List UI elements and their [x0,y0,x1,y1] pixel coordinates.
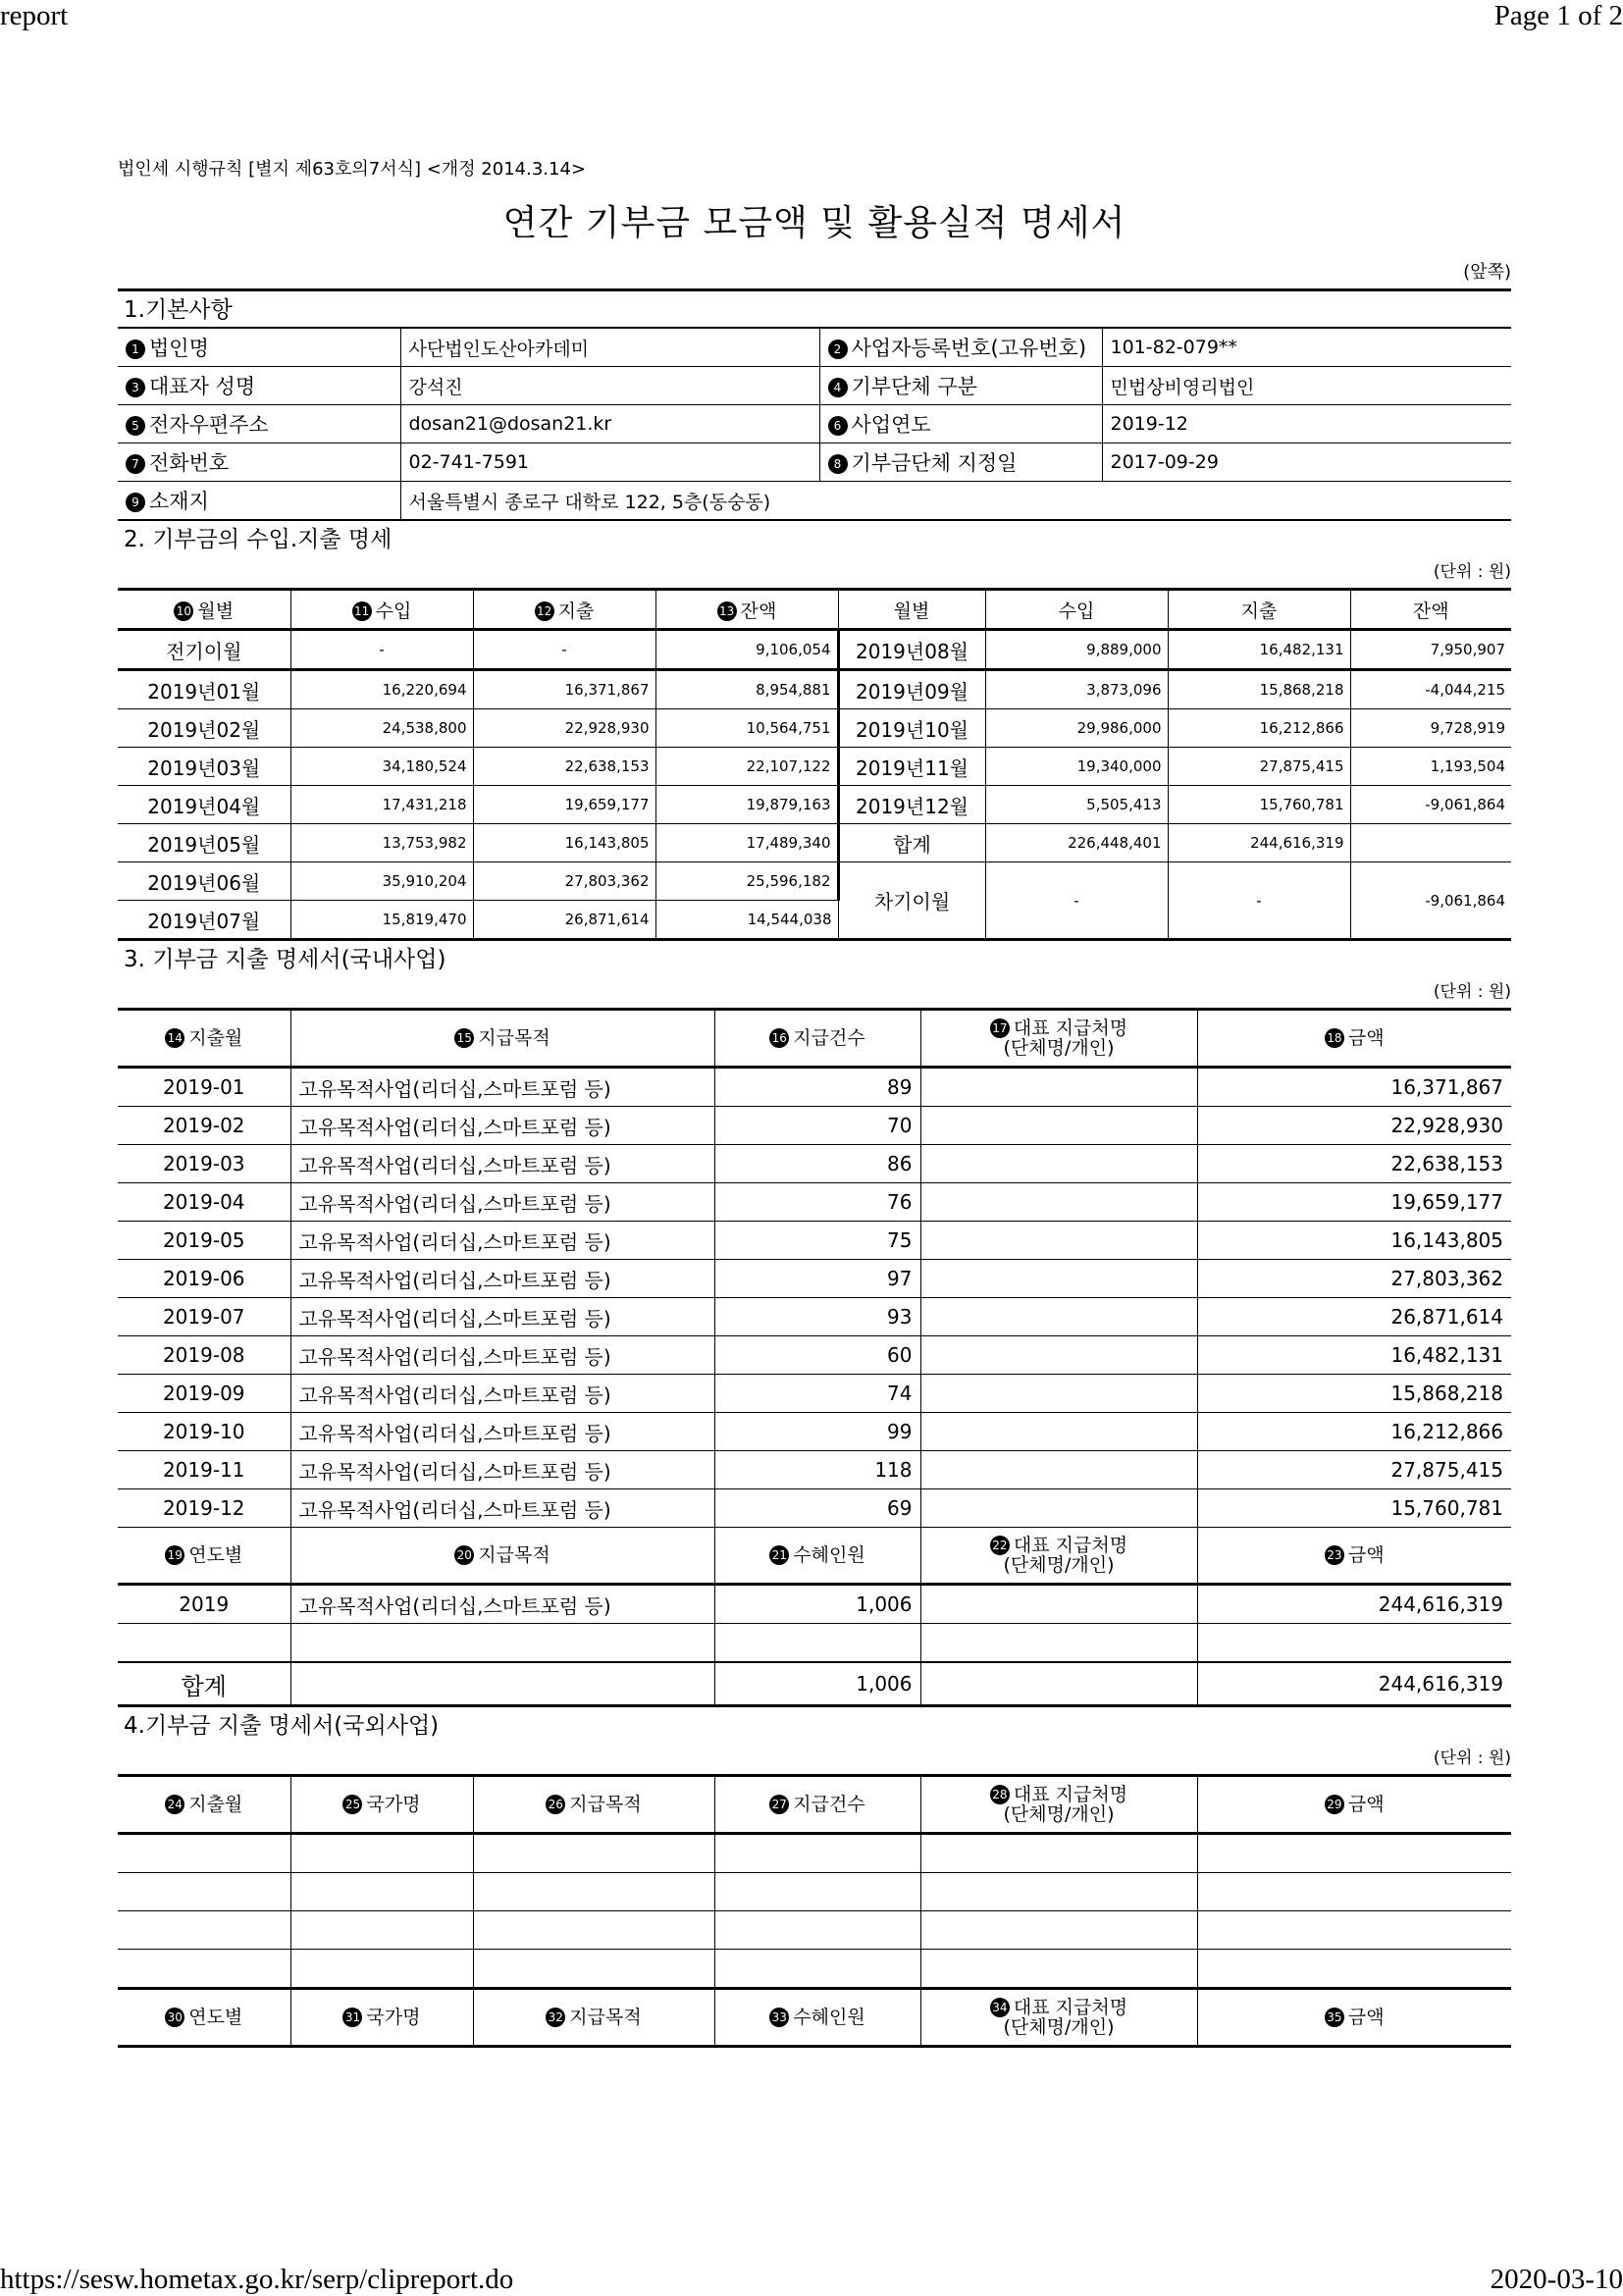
income-cell: 34,180,524 [290,748,473,786]
amount-cell: 15,760,781 [1197,1489,1511,1528]
recipient-cell [920,1585,1197,1624]
beneficiaries-header: 21 수혜인원 [714,1528,920,1585]
unit-label: (단위 : 원) [1433,1748,1511,1768]
purpose-header: 32 지급목적 [473,1989,714,2047]
recipient-cell [920,1260,1197,1298]
month-cell: 2019년06월 [118,862,290,901]
field-value: 사단법인도산아카데미 [400,328,819,367]
field-label [819,367,1102,405]
amount-cell: 16,212,866 [1197,1413,1511,1451]
number-icon: 2 [828,339,848,359]
field-label [819,405,1102,444]
foreign-yearly-header-row [118,1989,1511,2047]
year-header: 30 연도별 [118,1989,290,2047]
recipient-header: 17 대표 지급처명 (단체명/개인) [920,1010,1197,1068]
purpose-cell: 고유목적사업(리더십,스마트포럼 등) [290,1183,714,1222]
purpose-cell: 고유목적사업(리더십,스마트포럼 등) [290,1336,714,1375]
field-label [118,444,400,482]
income-cell: 16,220,694 [290,670,473,709]
income-row [118,862,1511,901]
expense-month-cell: 2019-07 [118,1298,290,1336]
purpose-cell: 고유목적사업(리더십,스마트포럼 등) [290,1451,714,1489]
table-row [118,1068,1511,1107]
field-label [118,328,400,367]
month-cell: 2019년11월 [838,748,985,786]
number-icon: 7 [126,454,145,474]
field-label [819,328,1102,367]
count-cell: 76 [714,1183,920,1222]
number-icon: 8 [828,454,848,474]
income-header-2: 수입 [985,590,1168,630]
amount-cell: 27,875,415 [1197,1451,1511,1489]
income-row [118,670,1511,709]
page-indicator: Page 1 of 2 [1493,0,1623,31]
field-label-text: 기부단체 구분 [851,375,977,398]
field-value: 민법상비영리법인 [1102,367,1511,405]
amount-cell: 27,803,362 [1197,1260,1511,1298]
expense-header: 12 지출 [473,590,655,630]
total-recipient-cell [920,1662,1197,1706]
amount-header: 18 금액 [1197,1010,1511,1068]
balance-cell: 1,193,504 [1350,748,1511,786]
purpose-cell: 고유목적사업(리더십,스마트포럼 등) [290,1222,714,1260]
section-income-title: 2. 기부금의 수입.지출 명세 [124,527,393,552]
table-row [118,1183,1511,1222]
total-label: 합계 [118,1662,290,1706]
month-cell: 2019년10월 [838,709,985,748]
recipient-header: 34 대표 지급처명 (단체명/개인) [920,1989,1197,2047]
field-label [819,444,1102,482]
expense-month-cell: 2019-01 [118,1068,290,1107]
form-reference: 법인세 시행규칙 [별지 제63호의7서식] <개정 2014.3.14> [118,159,586,180]
expense-month-cell: 2019-10 [118,1413,290,1451]
table-row [118,1413,1511,1451]
basic-info-row [118,444,1511,482]
field-label-text: 기부금단체 지정일 [851,451,1018,475]
expense-header-2: 지출 [1168,590,1350,630]
domestic-expense-table [118,1008,1511,1707]
field-value: 02-741-7591 [400,444,819,482]
balance-cell: 19,879,163 [655,786,838,824]
amount-cell: 16,371,867 [1197,1068,1511,1107]
balance-cell: 14,544,038 [655,901,838,940]
field-value: 2017-09-29 [1102,444,1511,482]
income-cell: 3,873,096 [985,670,1168,709]
total-count: 1,006 [714,1662,920,1706]
carry-income-cell: - [985,862,1168,940]
count-cell: 97 [714,1260,920,1298]
count-cell: 89 [714,1068,920,1107]
expense-month-cell: 2019-04 [118,1183,290,1222]
table-row [118,1107,1511,1145]
month-cell: 2019년04월 [118,786,290,824]
balance-header-2: 잔액 [1350,590,1511,630]
income-cell: - [290,630,473,670]
amount-cell: 26,871,614 [1197,1298,1511,1336]
expense-cell: 16,143,805 [473,824,655,862]
income-cell: 24,538,800 [290,709,473,748]
amount-cell: 15,868,218 [1197,1375,1511,1413]
balance-cell: 8,954,881 [655,670,838,709]
expense-cell: 16,482,131 [1168,630,1350,670]
income-row [118,786,1511,824]
recipient-header: 22 대표 지급처명 (단체명/개인) [920,1528,1197,1585]
income-row [118,630,1511,670]
year-header: 19 연도별 [118,1528,290,1585]
year-cell: 2019 [118,1585,290,1624]
section-domestic-title: 3. 기부금 지출 명세서(국내사업) [124,947,446,972]
expense-month-cell: 2019-02 [118,1107,290,1145]
purpose-cell: 고유목적사업(리더십,스마트포럼 등) [290,1260,714,1298]
purpose-header: 15 지급목적 [290,1010,714,1068]
recipient-cell [920,1298,1197,1336]
beneficiaries-cell: 1,006 [714,1585,920,1624]
expense-cell: 27,803,362 [473,862,655,901]
income-row [118,709,1511,748]
foreign-header-row [118,1776,1511,1834]
recipient-cell [920,1068,1197,1107]
purpose-cell: 고유목적사업(리더십,스마트포럼 등) [290,1068,714,1107]
amount-cell: 244,616,319 [1197,1585,1511,1624]
number-icon: 4 [828,378,848,397]
expense-month-cell: 2019-08 [118,1336,290,1375]
unit-label: (단위 : 원) [1433,562,1511,582]
income-header: 11 수입 [290,590,473,630]
table-row [118,1375,1511,1413]
purpose-cell: 고유목적사업(리더십,스마트포럼 등) [290,1413,714,1451]
total-row [118,1662,1511,1706]
carry-over-label: 차기이월 [838,862,985,940]
source-url: https://sesw.hometax.go.kr/serp/clipreport.do [0,2264,514,2295]
income-expense-table [118,588,1511,941]
month-cell: 합계 [838,824,985,862]
amount-header: 29 금액 [1197,1776,1511,1834]
balance-header: 13 잔액 [655,590,838,630]
month-cell: 2019년12월 [838,786,985,824]
income-row [118,824,1511,862]
table-row [118,1451,1511,1489]
month-cell: 2019년09월 [838,670,985,709]
expense-cell: 16,371,867 [473,670,655,709]
income-row [118,748,1511,786]
expense-cell: 26,871,614 [473,901,655,940]
amount-cell: 19,659,177 [1197,1183,1511,1222]
amount-cell: 22,638,153 [1197,1145,1511,1183]
domestic-header-row [118,1010,1511,1068]
month-cell: 2019년05월 [118,824,290,862]
section-basic-title: 1.기본사항 [118,288,1511,327]
total-amount: 244,616,319 [1197,1662,1511,1706]
expense-month-header: 24 지출월 [118,1776,290,1834]
number-icon: 3 [126,378,145,397]
month-header-2: 월별 [838,590,985,630]
expense-cell: 27,875,415 [1168,748,1350,786]
expense-month-cell: 2019-09 [118,1375,290,1413]
count-cell: 75 [714,1222,920,1260]
beneficiaries-header: 33 수혜인원 [714,1989,920,2047]
month-cell: 전기이월 [118,630,290,670]
expense-cell: 22,638,153 [473,748,655,786]
page-side-label: (앞쪽) [1463,262,1511,283]
table-row [118,1298,1511,1336]
income-cell: 17,431,218 [290,786,473,824]
year-row [118,1585,1511,1624]
report-header-label: report [0,0,69,31]
purpose-cell: 고유목적사업(리더십,스마트포럼 등) [290,1107,714,1145]
field-label-text: 대표자 성명 [149,375,256,398]
count-cell: 69 [714,1489,920,1528]
balance-cell: -4,044,215 [1350,670,1511,709]
amount-cell: 22,928,930 [1197,1107,1511,1145]
income-cell: 226,448,401 [985,824,1168,862]
carry-balance-cell: -9,061,864 [1350,862,1511,940]
amount-header: 23 금액 [1197,1528,1511,1585]
table-row [118,1145,1511,1183]
field-label-text: 전자우편주소 [149,413,269,437]
count-cell: 86 [714,1145,920,1183]
country-header: 25 국가명 [290,1776,473,1834]
income-header-row [118,590,1511,630]
count-cell: 93 [714,1298,920,1336]
foreign-empty-row [118,1950,1511,1989]
foreign-empty-row [118,1873,1511,1911]
month-cell: 2019년07월 [118,901,290,940]
field-label-text: 사업연도 [851,413,931,437]
amount-cell: 16,482,131 [1197,1336,1511,1375]
yearly-header-row [118,1528,1511,1585]
unit-label: (단위 : 원) [1433,982,1511,1002]
purpose-cell: 고유목적사업(리더십,스마트포럼 등) [290,1145,714,1183]
empty-row [118,1624,1511,1663]
month-header: 10 월별 [118,590,290,630]
month-cell: 2019년02월 [118,709,290,748]
count-cell: 70 [714,1107,920,1145]
number-icon: 6 [828,416,848,436]
balance-cell: -9,061,864 [1350,786,1511,824]
recipient-cell [920,1107,1197,1145]
expense-cell: 16,212,866 [1168,709,1350,748]
field-value: 2019-12 [1102,405,1511,444]
address-value: 서울특별시 종로구 대학로 122, 5층(동숭동) [400,482,1511,521]
field-label-text: 전화번호 [149,451,230,475]
number-9-icon: 9 [126,493,145,512]
recipient-cell [920,1413,1197,1451]
count-header: 16 지급건수 [714,1010,920,1068]
field-label [118,405,400,444]
expense-month-cell: 2019-05 [118,1222,290,1260]
basic-info-row [118,367,1511,405]
foreign-expense-table [118,1774,1511,2048]
balance-cell: 17,489,340 [655,824,838,862]
recipient-cell [920,1489,1197,1528]
recipient-cell [920,1336,1197,1375]
balance-cell: 7,950,907 [1350,630,1511,670]
purpose-header: 20 지급목적 [290,1528,714,1585]
field-label [118,367,400,405]
table-row [118,1489,1511,1528]
month-cell: 2019년08월 [838,630,985,670]
expense-month-cell: 2019-11 [118,1451,290,1489]
balance-cell: 9,728,919 [1350,709,1511,748]
foreign-empty-row [118,1834,1511,1873]
purpose-cell: 고유목적사업(리더십,스마트포럼 등) [290,1298,714,1336]
purpose-cell: 고유목적사업(리더십,스마트포럼 등) [290,1489,714,1528]
foreign-empty-row [118,1911,1511,1950]
expense-cell: 22,928,930 [473,709,655,748]
page-title: 연간 기부금 모금액 및 활용실적 명세서 [502,203,1126,243]
amount-cell: 16,143,805 [1197,1222,1511,1260]
address-label: 9 소재지 [118,482,400,521]
income-cell: 5,505,413 [985,786,1168,824]
recipient-cell [920,1183,1197,1222]
number-icon: 5 [126,416,145,436]
month-cell: 2019년01월 [118,670,290,709]
recipient-header: 28 대표 지급처명 (단체명/개인) [920,1776,1197,1834]
amount-header: 35 금액 [1197,1989,1511,2047]
income-cell: 13,753,982 [290,824,473,862]
recipient-cell [920,1145,1197,1183]
country-header: 31 국가명 [290,1989,473,2047]
expense-month-cell: 2019-03 [118,1145,290,1183]
income-cell: 9,889,000 [985,630,1168,670]
section-foreign-title: 4.기부금 지출 명세서(국외사업) [124,1713,440,1739]
expense-cell: 15,760,781 [1168,786,1350,824]
carry-expense-cell: - [1168,862,1350,940]
month-cell: 2019년03월 [118,748,290,786]
purpose-cell: 고유목적사업(리더십,스마트포럼 등) [290,1375,714,1413]
income-cell: 29,986,000 [985,709,1168,748]
basic-info-table [118,327,1511,521]
recipient-cell [920,1222,1197,1260]
table-row [118,1222,1511,1260]
field-value: 강석진 [400,367,819,405]
count-cell: 99 [714,1413,920,1451]
count-cell: 118 [714,1451,920,1489]
field-label-text: 사업자등록번호(고유번호) [851,337,1087,360]
expense-month-cell: 2019-12 [118,1489,290,1528]
count-cell: 74 [714,1375,920,1413]
purpose-header: 26 지급목적 [473,1776,714,1834]
count-header: 27 지급건수 [714,1776,920,1834]
balance-cell: 10,564,751 [655,709,838,748]
basic-info-row [118,328,1511,367]
recipient-cell [920,1375,1197,1413]
document [118,155,1511,2048]
expense-cell: 15,868,218 [1168,670,1350,709]
address-row [118,482,1511,521]
expense-cell: - [473,630,655,670]
number-icon: 1 [126,339,145,359]
income-cell: 15,819,470 [290,901,473,940]
balance-cell: 22,107,122 [655,748,838,786]
expense-cell: 244,616,319 [1168,824,1350,862]
recipient-cell [920,1451,1197,1489]
field-label-text: 법인명 [149,337,209,360]
expense-month-cell: 2019-06 [118,1260,290,1298]
print-date: 2020-03-10 [1490,2264,1623,2295]
count-cell: 60 [714,1336,920,1375]
balance-cell: 9,106,054 [655,630,838,670]
table-row [118,1336,1511,1375]
field-value: 101-82-079** [1102,328,1511,367]
purpose-cell: 고유목적사업(리더십,스마트포럼 등) [290,1585,714,1624]
income-cell: 35,910,204 [290,862,473,901]
basic-info-row [118,405,1511,444]
total-purpose-cell [290,1662,714,1706]
balance-cell [1350,824,1511,862]
expense-month-header: 14 지출월 [118,1010,290,1068]
table-row [118,1260,1511,1298]
field-value: dosan21@dosan21.kr [400,405,819,444]
balance-cell: 25,596,182 [655,862,838,901]
income-cell: 19,340,000 [985,748,1168,786]
expense-cell: 19,659,177 [473,786,655,824]
